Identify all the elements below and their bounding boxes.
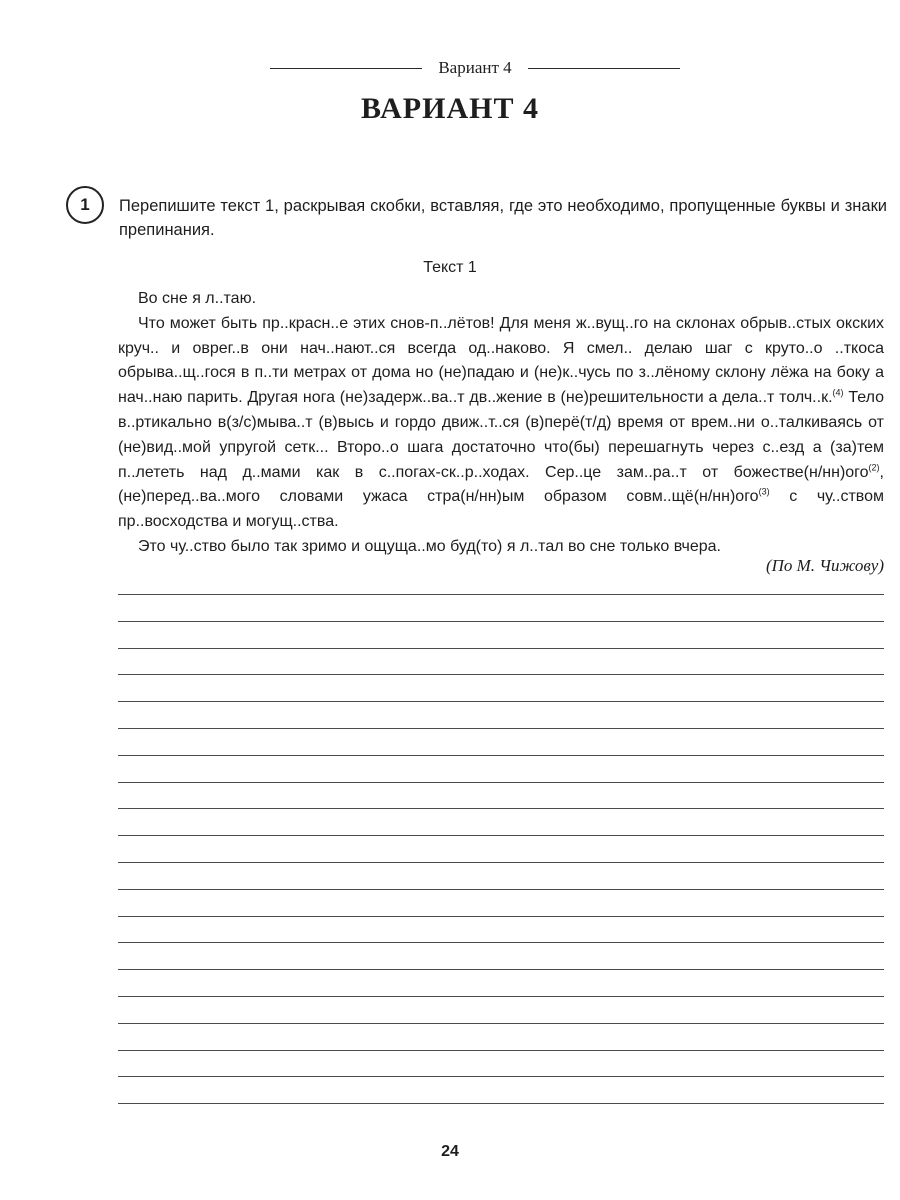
header-rule-left: [270, 68, 422, 69]
answer-line: [118, 782, 884, 783]
running-title: Вариант 4: [438, 58, 512, 77]
footnote-mark-3: (3): [758, 487, 770, 498]
answer-line: [118, 1103, 884, 1104]
answer-line: [118, 755, 884, 756]
page-number: 24: [441, 1143, 459, 1160]
task-number-badge: 1: [66, 186, 104, 224]
answer-line: [118, 1050, 884, 1051]
answer-line: [118, 1076, 884, 1077]
answer-line: [118, 889, 884, 890]
passage-paragraph-2: [118, 312, 884, 535]
answer-line: [118, 728, 884, 729]
page-title: ВАРИАНТ 4: [361, 92, 539, 125]
answer-line: [118, 835, 884, 836]
passage-part-1: Что может быть пр..красн..е этих снов-п..лётов! Для меня ж..вущ..го на склонах обрыв..стых окских круч.. и оврег..в они нач..нают..ся всегда од..наково. Я смел.. делаю шаг с круто..о ..ткоса обрыва..щ..гося в п..ти метрах от дома но (не)падаю и (не)к..чусь по з..лёному склону лёжа на боку а нач..наю парить. Другая нога (не)задерж..ва..т дв..жение в (не)решительности а дела..т толч..к.: [118, 314, 884, 407]
answer-line: [118, 969, 884, 970]
answer-line: [118, 648, 884, 649]
running-header: [270, 56, 680, 80]
answer-line: [118, 916, 884, 917]
footnote-mark-4: (4): [832, 387, 844, 398]
passage-part-2: Тело в..ртикально в(з/с)мыва..т (в)высь и гордо движ..т..ся (в)перё(т/д) время от врем..ни о..талкиваясь от (не)вид..мой упругой сетк... Второ..о шага достаточно что(бы) перешагнуть через с..езд а (за)тем п..лететь над д..мами как в с..погах-ск..р..ходах. Сер..це зам..ра..т от божестве(н/нн)ого: [118, 389, 884, 481]
answer-line: [118, 862, 884, 863]
task-instruction: Перепишите текст 1, раскрывая скобки, вставляя, где это необходимо, пропущенные буквы и знаки препинания.: [119, 197, 887, 239]
answer-line: [118, 808, 884, 809]
passage-part-3: , (не)перед..ва..мого словами ужаса стра(н/нн)ым образом совм..щё(н/нн)ого: [118, 463, 884, 506]
answer-line: [118, 701, 884, 702]
source-attribution: (По М. Чижову): [765, 556, 884, 575]
answer-line: [118, 594, 884, 595]
passage-paragraph-1: Во сне я л..таю.: [138, 290, 257, 307]
answer-lines: [118, 578, 884, 1118]
passage-part-4: с чу..ством пр..восходства и могущ..ства.: [118, 488, 885, 531]
footnote-mark-2: (2): [868, 462, 880, 473]
answer-line: [118, 621, 884, 622]
passage: [118, 287, 884, 560]
answer-line: [118, 1023, 884, 1024]
answer-line: [118, 674, 884, 675]
text-heading: Текст 1: [423, 259, 477, 276]
answer-line: [118, 996, 884, 997]
answer-line: [118, 942, 884, 943]
passage-paragraph-3: Это чу..ство было так зримо и ощуща..мо буд(то) я л..тал во сне только вчера.: [138, 537, 721, 555]
header-rule-right: [528, 68, 680, 69]
